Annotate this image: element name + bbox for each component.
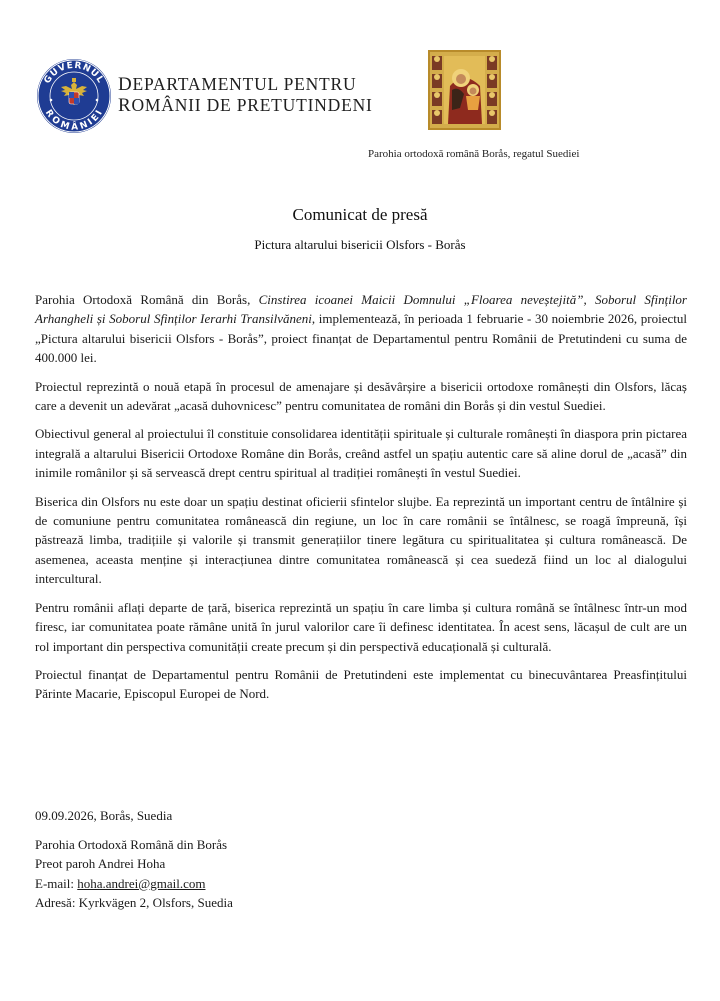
email-label: E-mail: bbox=[35, 875, 78, 891]
date-location: 09.09.2026, Borås, Suedia bbox=[35, 808, 173, 823]
signature-org: Parohia Ortodoxă Română din Borås bbox=[35, 836, 228, 852]
svg-text:ROMÂNIEI: ROMÂNIEI bbox=[42, 108, 106, 133]
paragraph-5: Pentru românii aflați departe de țară, biserica reprezintă un spațiu în care limba și cultura română se întâlnesc într-un mod firesc, iar comunitatea poate rămâne unită în jurul valorilor care îi definesc identitatea. În acest sens, lăcașul de cult are un rol important din perspectiva comunității create precum și din perspectivă educațională și culturală. bbox=[35, 599, 687, 654]
paragraph-2: Proiectul reprezintă o nouă etapă în procesul de amenajare și desăvârșire a bisericii ortodoxe românești din Olsfors, lăcaș care a devenit un adevărat „acasă duhovnicesc” pentru comunitatea de români din Borås și din vestul Suediei. bbox=[35, 378, 687, 414]
letterhead bbox=[0, 0, 720, 175]
page-subtitle: Pictura altarului bisericii Olsfors - Borås bbox=[254, 237, 466, 252]
paragraph-6: Proiectul finanțat de Departamentul pentru Românii de Pretutindeni este implementat cu binecuvântarea Preasfințitului Părinte Macarie, Episcopul Europei de Nord. bbox=[35, 666, 687, 702]
government-seal-logo bbox=[36, 58, 112, 134]
signature-email-line bbox=[35, 874, 685, 894]
email-link[interactable]: hoha.andrei@gmail.com bbox=[77, 875, 206, 891]
signature-address: Adresă: Kyrkvägen 2, Olsfors, Suedia bbox=[35, 895, 233, 910]
paragraph-1: Parohia Ortodoxă Română din Borås, Cinstirea icoanei Maicii Domnului „Floarea neveștejită”, Soborul Sfinților Arhangheli și Soborul Sfinților Ierarhi Transilvăneni, implementează, în perioada 1 februarie - 30 noiembrie 2026, proiectul „Pictura altarului bisericii Olsfors - Borås”, proiect finanțat de Departamentul pentru Românii de Pretutindeni cu suma de 400.000 lei. bbox=[35, 292, 687, 366]
orthodox-icon-image bbox=[428, 50, 501, 130]
press-release-body bbox=[35, 290, 687, 713]
paragraph-3: Obiectivul general al proiectului îl constituie consolidarea identității spirituale și culturale românești în diaspora prin pictarea integrală a altarului Bisericii Ortodoxe Române din Borås, creând astfel un spațiu autentic care să aline dorul de „acasă” din inimile românilor și să servească drept centru spiritual al tradiției românești în vestul Suediei. bbox=[35, 426, 687, 481]
parish-caption: Parohia ortodoxă română Borås, regatul Suediei bbox=[368, 148, 580, 160]
page-title: Comunicat de presă bbox=[292, 205, 428, 224]
svg-text:GUVERNUL: GUVERNUL bbox=[42, 60, 106, 86]
department-name: DEPARTAMENTUL PENTRU ROMÂNII DE PRETUTINDENI bbox=[118, 74, 373, 116]
signature-block bbox=[35, 806, 685, 913]
signature-priest: Preot paroh Andrei Hoha bbox=[35, 856, 166, 871]
paragraph-4: Biserica din Olsfors nu este doar un spațiu destinat oficierii sfintelor slujbe. Ea reprezintă un important centru de întâlnire și de comuniune pentru comunitatea românească din regiune, un loc în care românii se întâlnesc, se roagă împreună, își păstrează limba, tradițiile și valorile și transmit generațiilor tinere legătura cu spiritualitatea și cultura românească. De asemenea, aceasta menține și interacțiunea dintre comunitatea românească și cea suedeză fiind un loc al dialogului intercultural. bbox=[35, 493, 687, 587]
